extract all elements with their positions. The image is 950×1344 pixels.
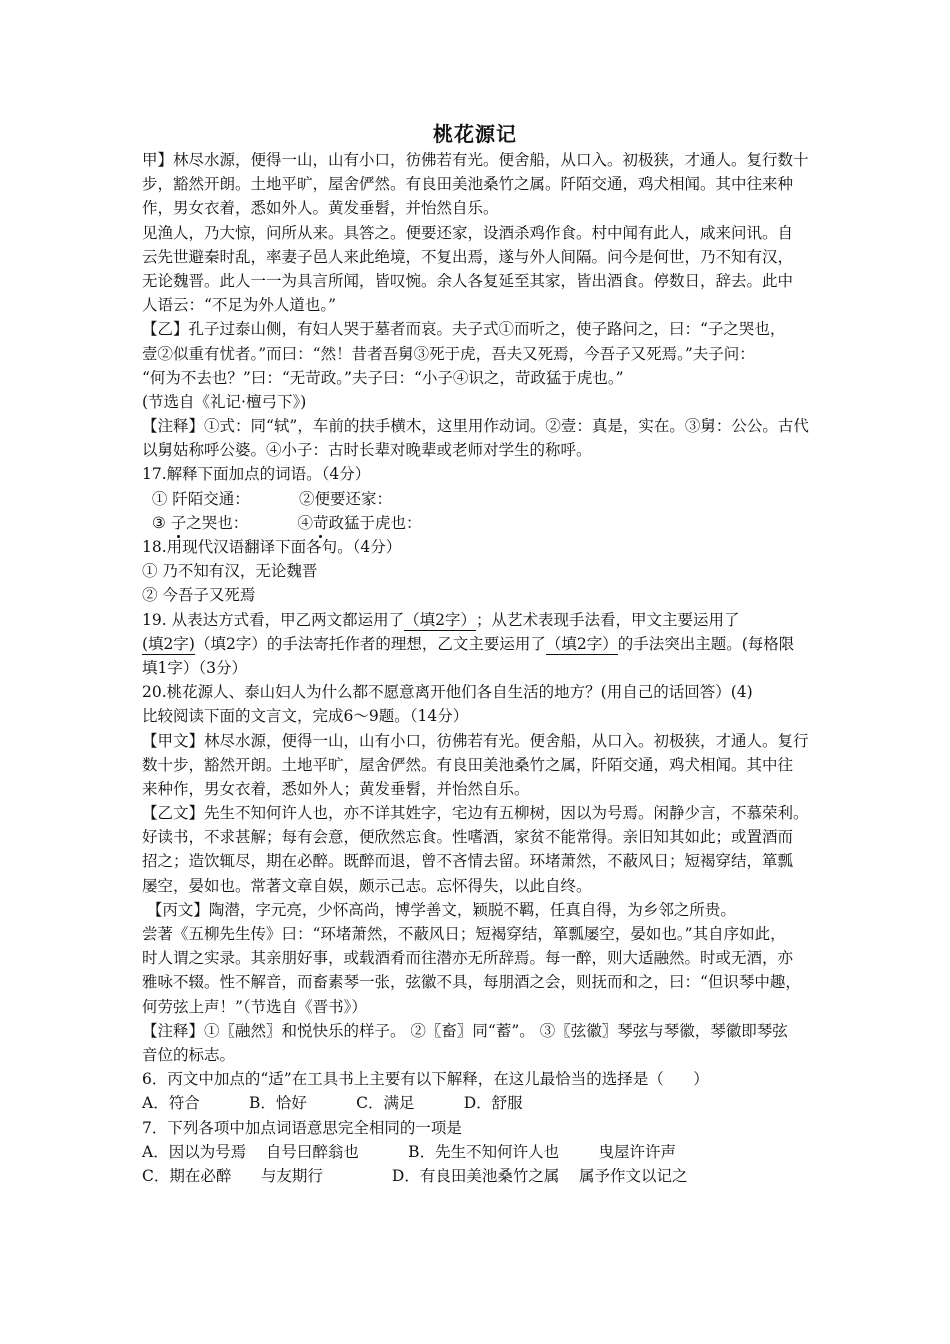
text-line: 时人谓之实录。其亲朋好事，或载酒肴而往潜亦无所辞焉。每一醉，则大适融然。时或无酒，亦 <box>142 949 794 968</box>
text-line: 【注释】①〖融然〗和悦快乐的样子。 ②〖畜〗同“蓄”。 ③〖弦徽〗琴弦与琴徽，琴徽即琴弦 <box>142 1021 788 1040</box>
emphasis-dot-char: 苛 <box>313 511 329 535</box>
question-19: 19. 从表达方式看，甲乙两文都运用了（填2字）；从艺术表现手法看，甲文主要运用了 <box>142 610 740 629</box>
text-line: 雅咏不辍。性不解音，而畜素琴一张，弦徽不具，每朋酒之会，则抚而和之，曰：“但识琴中趣， <box>142 973 801 992</box>
text-line: 【乙文】先生不知何许人也，亦不详其姓字，宅边有五柳树，因以为号焉。闲静少言，不慕荣利。 <box>142 804 809 823</box>
text-line: 数十步，豁然开朗。土地平旷，屋舍俨然。有良田美池桑竹之属，阡陌交通，鸡犬相闻。其中往 <box>142 755 794 774</box>
text-line: 【丙文】陶潜，字元亮，少怀高尚，博学善文，颖脱不羁，任真自得，为乡邻之所贵。 <box>142 900 736 919</box>
emphasis-dot-char: 子 <box>171 511 187 535</box>
question-18-item-1: ① 乃不知有汉，无论魏晋 <box>142 562 318 581</box>
text-line: 见渔人，乃大惊，问所从来。具答之。便要还家，设酒杀鸡作食。村中闻有此人，咸来问讯。自 <box>142 223 794 242</box>
text-line: 步，豁然开朗。土地平旷，屋舍俨然。有良田美池桑竹之属。阡陌交通，鸡犬相闻。其中往来种 <box>142 175 794 194</box>
text-line: “何为不去也？”曰：“无苛政。”夫子曰：“小子④识之，苛政猛于虎也。” <box>142 368 624 387</box>
text-line: 尝著《五柳先生传》曰：“环堵萧然，不蔽风日；短褐穿结，箪瓢屡空，晏如也。”其自序如此， <box>142 925 786 943</box>
question-7-options-ab: A．因以为号焉 自号曰醉翁也 B．先生不知何许人也 曳屋许许声 <box>142 1142 676 1161</box>
text-line: 招之；造饮辄尽，期在必醉。既醉而退，曾不吝情去留。环堵萧然，不蔽风日；短褐穿结，箪瓢 <box>142 852 794 871</box>
answer-blank: (填2字) <box>142 634 195 653</box>
text-line: 何劳弦上声！”（节选自《晋书》） <box>142 997 367 1016</box>
text-line: 音位的标志。 <box>142 1045 236 1064</box>
question-19-cont: (填2字)（填2字）的手法寄托作者的理想，乙文主要运用了（填2字）的手法突出主题。(每格限 <box>142 634 795 653</box>
text-line: 【甲文】林尽水源，便得一山，山有小口，彷佛若有光。便舍船，从口入。初极狭，才通人。复行 <box>142 731 809 750</box>
question-7-options-cd: C．期在必醉 与友期行 D．有良田美池桑竹之属 属予作文以记之 <box>142 1166 688 1185</box>
text-line: 甲】林尽水源，便得一山，山有小口，彷佛若有光。便舍船，从口入。初极狭，才通人。复行数十 <box>142 151 809 169</box>
question-18: 18.用现代汉语翻译下面各句。（4分） <box>142 538 402 556</box>
text-line: 人语云：“不足为外人道也。” <box>142 296 337 315</box>
text-line: 来种作，男女衣着，悉如外人；黄发垂髫，并怡然自乐。 <box>142 779 530 798</box>
text-line: 好读书，不求甚解；每有会意，便欣然忘食。性嗜酒，家贫不能常得。亲旧知其如此；或置酒而 <box>142 828 794 847</box>
section-heading: 比较阅读下面的文言文，完成6～9题。（14分） <box>142 707 469 726</box>
text-line: 云先世避秦时乱，率妻子邑人来此绝境，不复出焉，遂与外人间隔。问今是何世，乃不知有汉， <box>142 247 794 266</box>
question-6-options: A．符合 B．恰好 C．满足 D．舒服 <box>142 1094 523 1113</box>
question-17-items-a: ① 阡陌交通： ②便要还家： <box>142 489 393 508</box>
question-18-item-2: ② 今吾子又死焉 <box>142 586 256 605</box>
text-line: 以舅姑称呼公婆。④小子：古时长辈对晚辈或老师对学生的称呼。 <box>142 441 592 460</box>
question-20: 20.桃花源人、泰山妇人为什么都不愿意离开他们各自生活的地方？(用自己的话回答）(4) <box>142 683 753 702</box>
question-17: 17.解释下面加点的词语。（4分） <box>142 465 371 484</box>
answer-blank: （填2字） <box>404 610 476 629</box>
document-body <box>142 148 810 1188</box>
text-line: (节选自《礼记·檀弓下》) <box>142 392 307 411</box>
text-line: 【乙】孔子过泰山侧，有妇人哭于墓者而哀。夫子式①而听之，使子路问之，曰：“子之哭也， <box>142 320 786 339</box>
question-6: 6．丙文中加点的“适”在工具书上主要有以下解释，在这儿最恰当的选择是（ ） <box>142 1070 709 1089</box>
text-line: 无论魏晋。此人一一为具言所闻，皆叹惋。余人各复延至其家，皆出酒食。停数日，辞去。此中 <box>142 271 794 290</box>
document-title: 桃花源记 <box>433 122 517 146</box>
question-7: 7．下列各项中加点词语意思完全相同的一项是 <box>142 1118 462 1137</box>
text-line: 作，男女衣着，悉如外人。黄发垂髫，并怡然自乐。 <box>142 199 499 218</box>
answer-blank: （填2字） <box>545 634 618 653</box>
text-line: 壹②似重有忧者。”而曰：“然！昔者吾舅③死于虎，吾夫又死焉，今吾子又死焉。”夫子问： <box>142 344 755 363</box>
text-line: 屡空，晏如也。常著文章自娱，颇示己志。忘怀得失，以此自终。 <box>142 876 592 895</box>
text-line: 【注释】①式：同“轼”，车前的扶手横木，这里用作动词。②壹：真是，实在。③舅：公公。古代 <box>142 417 809 436</box>
question-17-items-b: ③ 子之哭也： ④苛政猛于虎也： <box>142 511 810 535</box>
question-19-cont: 填1字）（3分） <box>142 658 247 677</box>
